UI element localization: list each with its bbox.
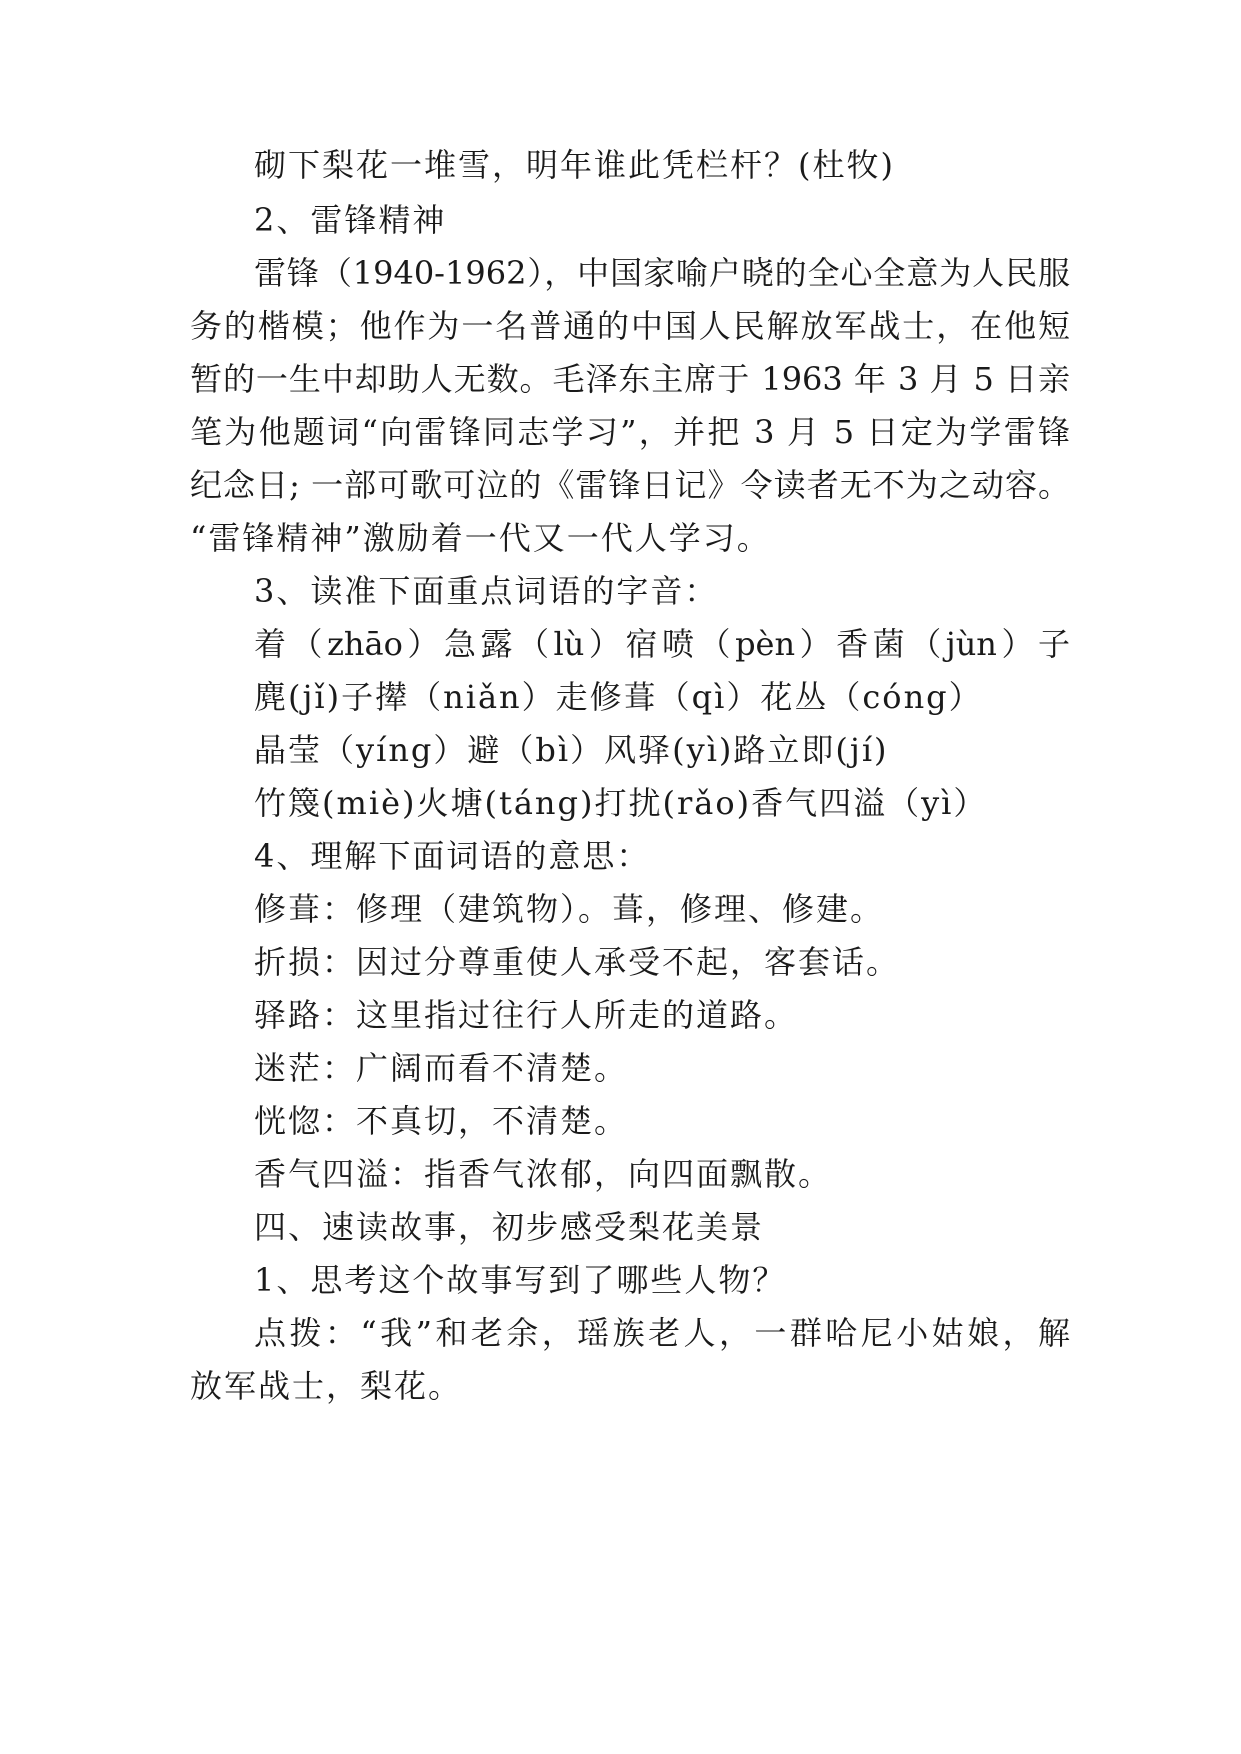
pronunciation-line: 晶莹（yíng）避（bì）风驿(yì)路立即(jí) [254,731,889,769]
definition-line: 驿路：这里指过往行人所走的道路。 [254,996,799,1034]
definition-line: 香气四溢：指香气浓郁，向四面飘散。 [254,1155,833,1193]
paragraph-line: 雷锋（1940-1962），中国家喻户晓的全心全意为人民服 [254,254,1070,292]
answer-line: 放军战士，梨花。 [190,1367,463,1405]
definition-line: 迷茫：广阔而看不清楚。 [254,1049,629,1087]
poem-line: 砌下梨花一堆雪，明年谁此凭栏杆？(杜牧) [254,146,895,184]
pronunciation-line: 麂(jǐ)子撵（niǎn）走修葺（qì）花丛（cóng） [254,678,983,716]
paragraph-line: 暂的一生中却助人无数。毛泽东主席于 1963 年 3 月 5 日亲 [190,360,1070,398]
definition-line: 修葺：修理（建筑物）。葺，修理、修建。 [254,890,885,928]
section-heading-meanings: 4、理解下面词语的意思： [254,837,651,875]
definition-line: 恍惚：不真切，不清楚。 [254,1102,629,1140]
pronunciation-line: 竹篾(miè)火塘(táng)打扰(rǎo)香气四溢（yì） [254,784,988,822]
section-heading-pronunciation: 3、读准下面重点词语的字音： [254,572,719,610]
paragraph-line: “雷锋精神”激励着一代又一代人学习。 [190,519,771,557]
section-heading-reading: 四、速读故事，初步感受梨花美景 [254,1208,765,1246]
section-heading-lei-feng: 2、雷锋精神 [254,201,447,239]
paragraph-line: 笔为他题词“向雷锋同志学习”，并把 3 月 5 日定为学雷锋 [190,413,1070,451]
question-line: 1、思考这个故事写到了哪些人物？ [254,1261,787,1299]
paragraph-line: 纪念日; 一部可歌可泣的《雷锋日记》令读者无不为之动容。 [190,466,1070,504]
answer-line: 点拨：“我”和老余，瑶族老人，一群哈尼小姑娘，解 [254,1314,1070,1352]
paragraph-line: 务的楷模；他作为一名普通的中国人民解放军战士，在他短 [190,307,1070,345]
definition-line: 折损：因过分尊重使人承受不起，客套话。 [254,943,901,981]
pronunciation-line: 着（zhāo）急露（lù）宿喷（pèn）香菌（jùn）子 [254,625,1070,663]
